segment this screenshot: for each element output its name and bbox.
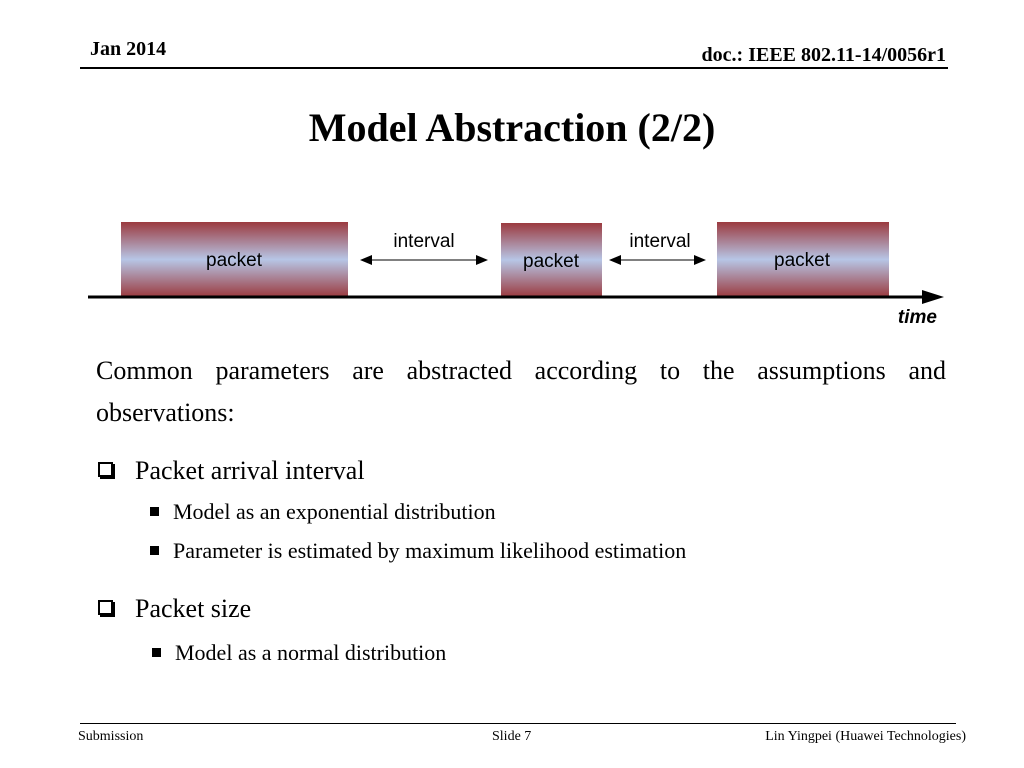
footer-rule (80, 723, 956, 724)
interval-label-1: interval (393, 231, 455, 252)
packet-label-1: packet (206, 250, 262, 271)
packet-timeline-diagram (0, 200, 1024, 340)
interval-label-2: interval (629, 231, 691, 252)
square-bullet-icon (150, 507, 159, 516)
bullet-item-1 (98, 454, 365, 488)
footer-author: Lin Yingpei (Huawei Technologies) (765, 729, 966, 744)
slide-title: Model Abstraction (2/2) (308, 105, 716, 150)
packet-label-3: packet (774, 250, 830, 271)
square-bullet-icon (150, 546, 159, 555)
subbullet-item-1-2-label: Parameter is estimated by maximum likelihood estimation (173, 538, 687, 563)
interval-arrow-2 (609, 255, 706, 265)
subbullet-item-2-1-label: Model as a normal distribution (175, 640, 447, 665)
checkbox-bullet-icon (98, 600, 113, 615)
header-date: Jan 2014 (90, 38, 167, 60)
subbullet-item-1-2 (150, 536, 686, 566)
subbullet-item-2-1 (152, 638, 446, 668)
footer-submission: Submission (78, 729, 144, 744)
intro-paragraph: Common parameters are abstracted according to the assumptions and observations: (96, 356, 946, 427)
footer-slide-number: Slide 7 (492, 729, 532, 744)
bullet-item-1-label: Packet arrival interval (135, 456, 365, 485)
square-bullet-icon (152, 648, 161, 657)
interval-arrow-1 (360, 255, 488, 265)
bullet-item-2-label: Packet size (135, 594, 252, 623)
checkbox-bullet-icon (98, 462, 113, 477)
bullet-item-2 (98, 592, 251, 626)
subbullet-item-1-1 (150, 497, 496, 527)
header-rule (80, 67, 948, 69)
time-axis-label: time (897, 307, 937, 328)
header-doc-id: doc.: IEEE 802.11-14/0056r1 (701, 44, 946, 66)
packet-label-2: packet (523, 251, 579, 272)
subbullet-item-1-1-label: Model as an exponential distribution (173, 499, 496, 524)
